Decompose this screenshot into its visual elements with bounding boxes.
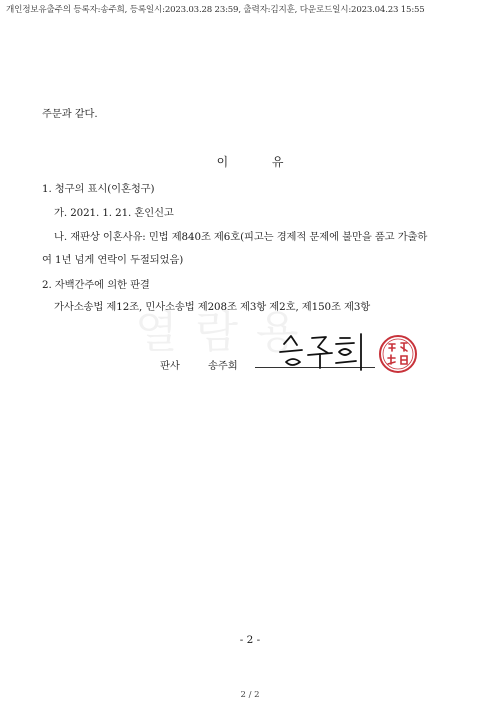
seal-stamp-icon [378,334,418,378]
judge-title: 판사 [160,360,180,372]
print-header: 개인정보유출주의 등록자:송주희, 등록일시:2023.03.28 23:59, 출력자:김지훈, 다운로드일시:2023.04.23 15:55 [6,5,425,15]
reasons-heading-left: 이 [216,155,229,169]
page-count: 2 / 2 [240,690,260,700]
section-1-item-b-line2: 여 1년 넘게 연락이 두절되었음) [42,254,184,266]
watermark: 열람용 [135,307,317,358]
section-1-heading: 1. 청구의 표시(이혼청구) [42,183,155,195]
handwritten-signature-icon [278,330,370,378]
section-2-law: 가사소송법 제12조, 민사소송법 제208조 제3항 제2호, 제150조 제3항 [54,301,371,313]
order-line: 주문과 같다. [42,108,98,120]
section-2-heading: 2. 자백간주에 의한 판결 [42,279,150,291]
section-1-item-b-line1: 나. 재판상 이혼사유: 민법 제840조 제6호(피고는 경제적 문제에 불만을 품고 가출하 [54,231,428,243]
section-1-item-a: 가. 2021. 1. 21. 혼인신고 [54,207,174,219]
reasons-heading [0,153,500,170]
judge-name: 송주희 [208,360,238,372]
reasons-heading-right: 유 [271,155,284,169]
page-number: - 2 - [239,634,261,646]
